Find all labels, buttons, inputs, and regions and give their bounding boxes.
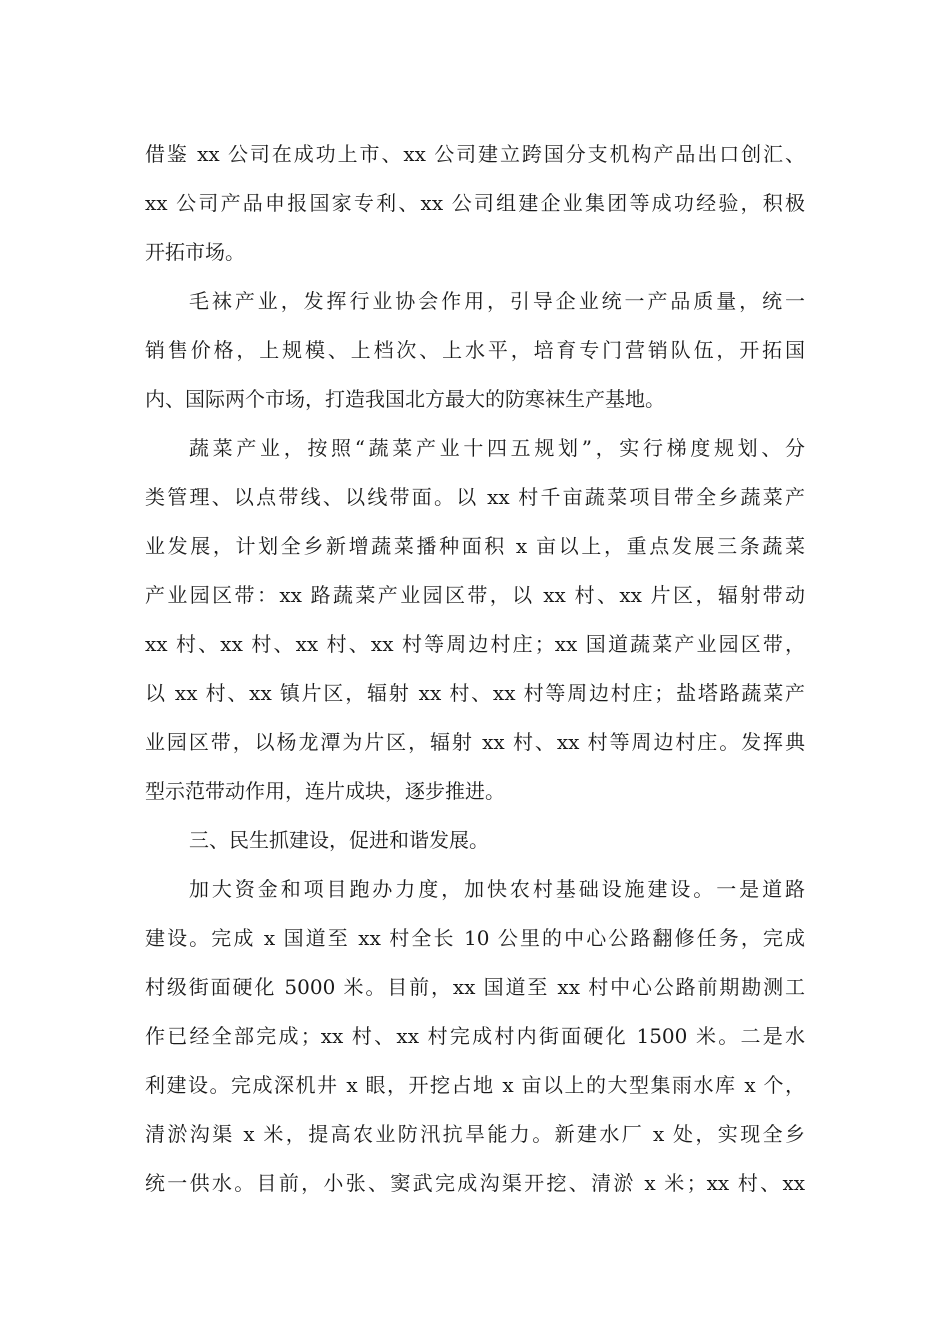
paragraph-line: 以 xx 村、xx 镇片区，辐射 xx 村、xx 村等周边村庄；盐塔路蔬菜产 <box>145 681 805 705</box>
paragraph-line: 统一供水。目前，小张、窦武完成沟渠开挖、清淤 x 米；xx 村、xx <box>145 1171 805 1195</box>
paragraph <box>145 277 805 424</box>
paragraph-line: 业发展，计划全乡新增蔬菜播种面积 x 亩以上，重点发展三条蔬菜 <box>145 534 805 558</box>
paragraph-line: 村级街面硬化 5000 米。目前，xx 国道至 xx 村中心公路前期勘测工 <box>145 975 805 999</box>
paragraph <box>145 816 805 865</box>
paragraph-line: xx 公司产品申报国家专利、xx 公司组建企业集团等成功经验，积极 <box>145 191 805 215</box>
paragraph-line: 借鉴 xx 公司在成功上市、xx 公司建立跨国分支机构产品出口创汇、 <box>145 142 805 166</box>
paragraph-line: 型示范带动作用，连片成块，逐步推进。 <box>145 779 505 803</box>
paragraph-line: 毛袜产业，发挥行业协会作用，引导企业统一产品质量，统一 <box>189 289 805 313</box>
paragraph <box>145 865 805 1208</box>
paragraph-line: 利建设。完成深机井 x 眼，开挖占地 x 亩以上的大型集雨水库 x 个， <box>145 1073 805 1097</box>
paragraph-line: 蔬菜产业，按照“蔬菜产业十四五规划”，实行梯度规划、分 <box>189 436 805 460</box>
paragraph-line: 内、国际两个市场，打造我国北方最大的防寒袜生产基地。 <box>145 387 665 411</box>
paragraph-line: 建设。完成 x 国道至 xx 村全长 10 公里的中心公路翻修任务，完成 <box>145 926 805 950</box>
paragraph-line: 清淤沟渠 x 米，提高农业防汛抗旱能力。新建水厂 x 处，实现全乡 <box>145 1122 805 1146</box>
paragraph-line: 类管理、以点带线、以线带面。以 xx 村千亩蔬菜项目带全乡蔬菜产 <box>145 485 805 509</box>
paragraph <box>145 424 805 816</box>
document-body <box>145 130 805 1208</box>
paragraph <box>145 130 805 277</box>
paragraph-line: 开拓市场。 <box>145 240 245 264</box>
paragraph-line: 作已经全部完成；xx 村、xx 村完成村内街面硬化 1500 米。二是水 <box>145 1024 805 1048</box>
paragraph-line: 产业园区带：xx 路蔬菜产业园区带，以 xx 村、xx 片区，辐射带动 <box>145 583 805 607</box>
paragraph-line: 加大资金和项目跑办力度，加快农村基础设施建设。一是道路 <box>189 877 805 901</box>
paragraph-line: 三、民生抓建设，促进和谐发展。 <box>189 828 489 852</box>
paragraph-line: 销售价格，上规模、上档次、上水平，培育专门营销队伍，开拓国 <box>145 338 805 362</box>
paragraph-line: xx 村、xx 村、xx 村、xx 村等周边村庄；xx 国道蔬菜产业园区带， <box>145 632 805 656</box>
paragraph-line: 业园区带，以杨龙潭为片区，辐射 xx 村、xx 村等周边村庄。发挥典 <box>145 730 805 754</box>
